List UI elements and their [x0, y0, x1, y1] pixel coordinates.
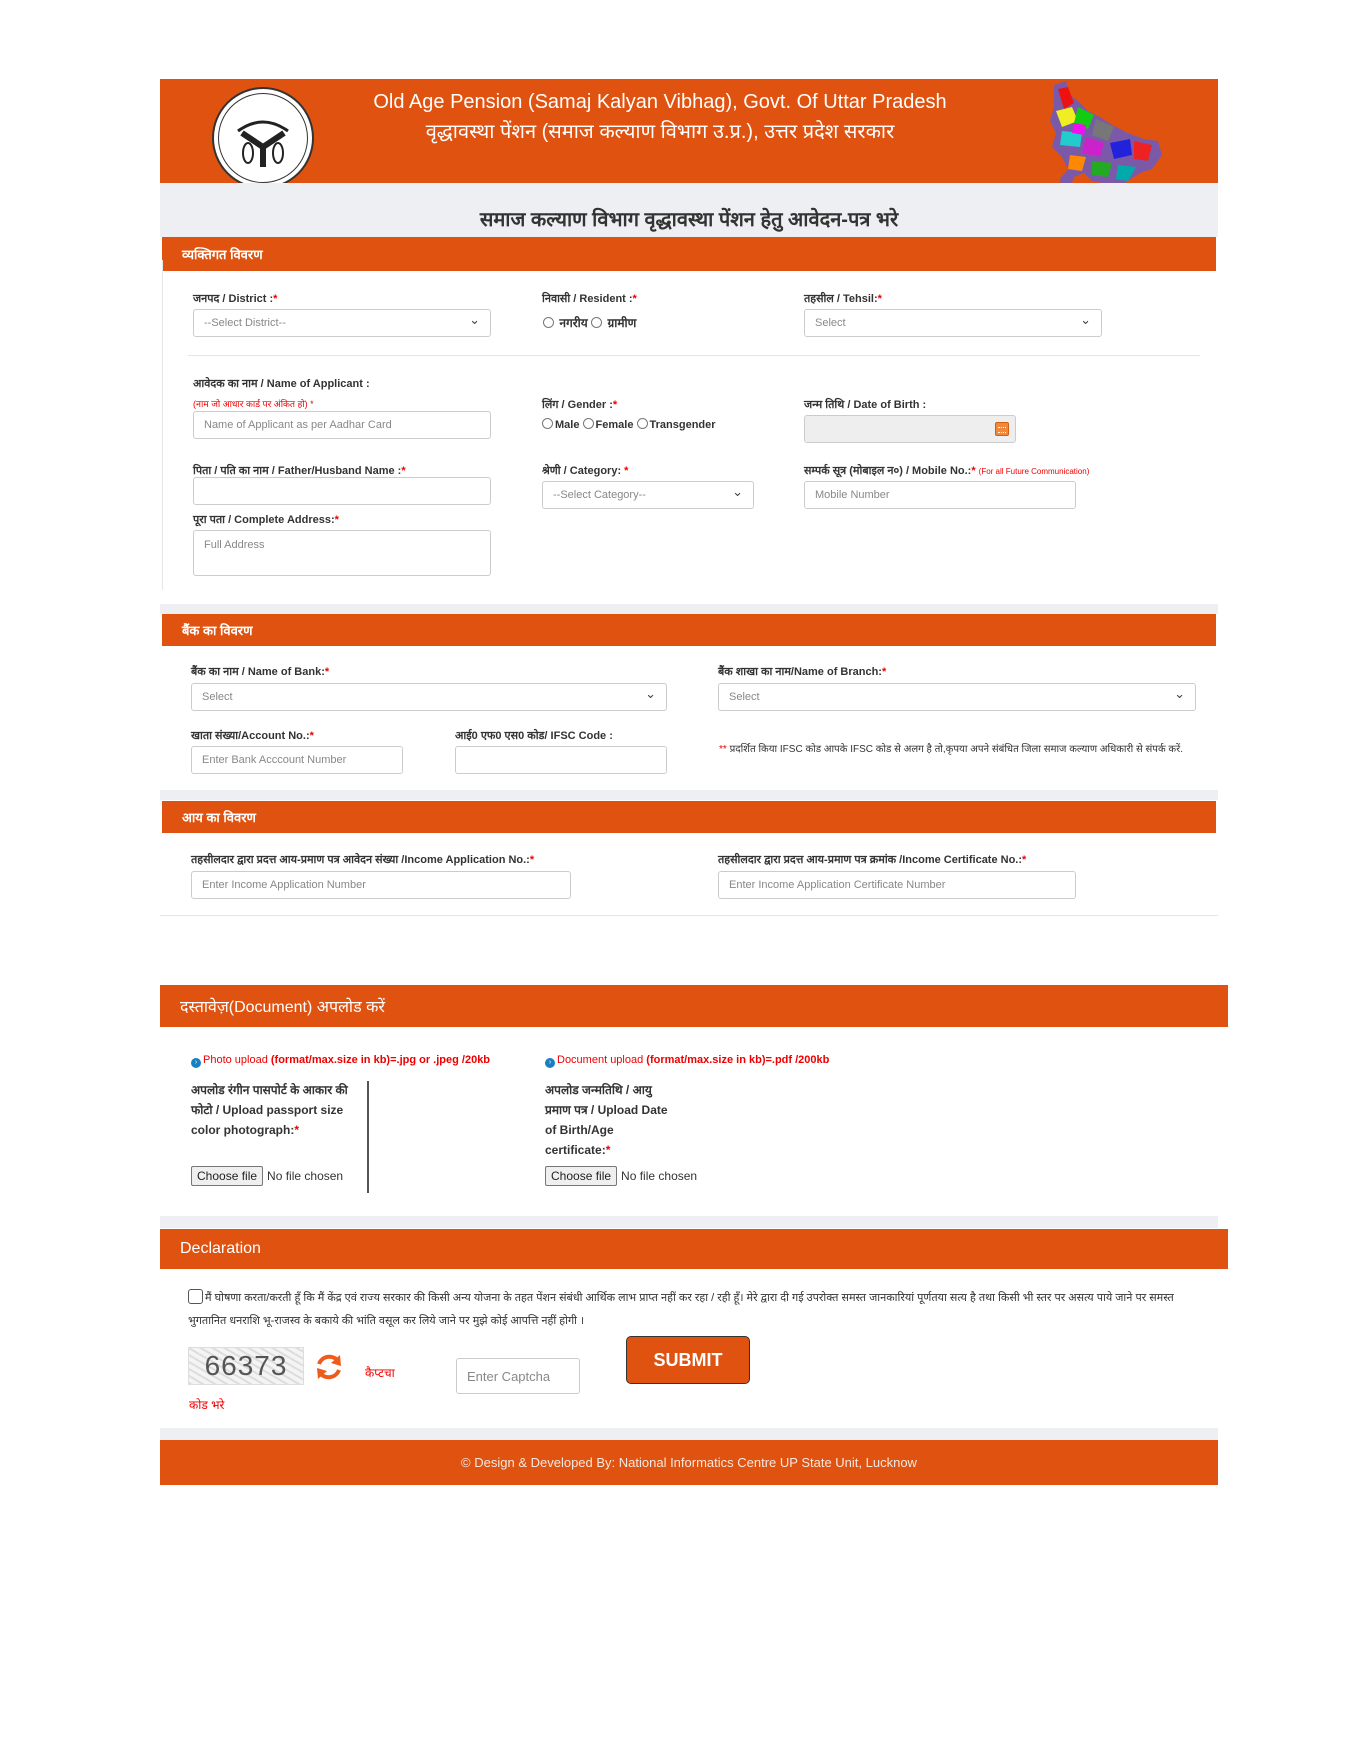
submit-button[interactable]: SUBMIT: [626, 1336, 750, 1384]
site-title-hi: वृद्धावस्था पेंशन (समाज कल्याण विभाग उ.प्र.), उत्तर प्रदेश सरकार: [425, 121, 895, 143]
photo-choose-file-button[interactable]: Choose file: [191, 1166, 263, 1186]
bank-name-select[interactable]: Select ⌄: [191, 683, 667, 711]
address-label: पूरा पता / Complete Address:*: [193, 514, 339, 526]
branch-label: बैंक शाखा का नाम/Name of Branch:*: [718, 666, 887, 678]
refresh-captcha-icon[interactable]: [314, 1352, 344, 1382]
section-bank-header: [162, 614, 1216, 646]
dob-label: जन्म तिथि / Date of Birth :: [804, 399, 927, 411]
income-application-input[interactable]: Enter Income Application Number: [191, 871, 571, 899]
section-gap: [160, 1216, 1218, 1228]
photo-file-status: No file chosen: [267, 1169, 344, 1183]
section-title: बैंक का विवरण: [182, 623, 253, 638]
gender-label: लिंग / Gender :*: [542, 399, 618, 411]
dob-upload-label: अपलोड जन्मतिथि / आयु प्रमाण पत्र / Upload Date of Birth/Age certificate:*: [545, 1083, 668, 1157]
info-icon: ›: [191, 1058, 201, 1068]
calendar-icon[interactable]: [995, 422, 1009, 436]
section-title: व्यक्तिगत विवरण: [182, 247, 263, 262]
gender-radio-male[interactable]: Male: [542, 419, 579, 431]
section-documents-header: [160, 985, 1228, 1027]
tehsil-select[interactable]: Select ⌄: [804, 309, 1102, 337]
account-label: खाता संख्या/Account No.:*: [191, 730, 314, 742]
income-application-label: तहसीलदार द्वारा प्रदत्त आय-प्रमाण पत्र आवेदन संख्या /Income Application No.:*: [191, 854, 535, 866]
ifsc-label: आई0 एफ0 एस0 कोड/ IFSC Code :: [455, 730, 613, 742]
info-icon: ›: [545, 1058, 555, 1068]
district-label: जनपद / District :*: [193, 293, 278, 305]
up-district-map-icon: [1048, 77, 1168, 199]
ifsc-note: ** प्रदर्शित किया IFSC कोड आपके IFSC कोड से अलग है तो,कृपया अपने संबंधित जिला समाज कल्याण अधिकारी से संपर्क करें.: [719, 744, 1183, 755]
category-select[interactable]: --Select Category-- ⌄: [542, 481, 754, 509]
section-income-header: [162, 801, 1216, 833]
resident-radio-rural[interactable]: ग्रामीण: [591, 316, 636, 330]
mobile-label: सम्पर्क सूत्र (मोबाइल न०) / Mobile No.:* (For all Future Communication): [804, 465, 1090, 477]
declaration-checkbox[interactable]: [188, 1289, 203, 1304]
captcha-input[interactable]: Enter Captcha: [456, 1358, 580, 1394]
photo-upload-label: अपलोड रंगीन पासपोर्ट के आकार की फोटो / Upload passport size color photograph:*: [191, 1083, 348, 1137]
site-title: [360, 87, 960, 147]
father-name-input[interactable]: [193, 477, 491, 505]
declaration-text: मैं घोषणा करता/करती हूँ कि मैं केंद्र एवं राज्य सरकार की किसी अन्य योजना के तहत पेंशन संबंधी आर्थिक लाभ प्राप्त नहीं कर रहा / रही हूँ। मेरे द्वारा दी गई उपरोक्त समस्त जानकारियां पूर्णतया सत्य है तथा किसी भी स्तर पर असत्य पाये जाने पर समस्त भुगतानित धनराशि भू-राजस्व के बकाये की भांति वसूल कर लिये जाने पर मुझे कोई आपत्ति नहीं होगी ।: [188, 1287, 1188, 1333]
photo-upload-note: › Photo upload (format/max.size in kb)=.jpg or .jpeg /20kb: [191, 1054, 490, 1068]
resident-radio-group: [543, 314, 636, 331]
page-title: समाज कल्याण विभाग वृद्धावस्था पेंशन हेतु आवेदन-पत्र भरे: [479, 209, 899, 231]
divider: [160, 915, 1218, 916]
gender-radio-group: [542, 418, 716, 431]
photo-file-input[interactable]: [191, 1166, 343, 1186]
district-select[interactable]: --Select District-- ⌄: [193, 309, 491, 337]
ifsc-input[interactable]: [455, 746, 667, 774]
divider: [188, 355, 1200, 356]
address-textarea[interactable]: Full Address: [193, 530, 491, 576]
section-title: दस्तावेज़(Document) अपलोड करें: [180, 999, 385, 1016]
father-name-label: पिता / पति का नाम / Father/Husband Name :*: [193, 465, 406, 477]
account-number-input[interactable]: Enter Bank Acccount Number: [191, 746, 403, 774]
dob-file-input[interactable]: [545, 1166, 697, 1186]
gender-radio-female[interactable]: Female: [583, 419, 634, 431]
captcha-hint: कोड भरे: [189, 1398, 225, 1412]
page-title-bar: [160, 183, 1218, 237]
dob-input[interactable]: [804, 415, 1016, 443]
category-label: श्रेणी / Category: *: [542, 465, 629, 477]
tehsil-label: तहसील / Tehsil:*: [804, 293, 882, 305]
resident-label: निवासी / Resident :*: [542, 293, 637, 305]
section-border: [162, 260, 163, 590]
section-title: Declaration: [180, 1240, 261, 1257]
section-gap: [160, 604, 1218, 614]
site-title-en: Old Age Pension (Samaj Kalyan Vibhag), Govt. Of Uttar Pradesh: [373, 91, 947, 113]
dob-choose-file-button[interactable]: Choose file: [545, 1166, 617, 1186]
dob-upload-note: › Document upload (format/max.size in kb)=.pdf /200kb: [545, 1054, 829, 1068]
section-personal-header: [162, 237, 1216, 271]
income-certificate-input[interactable]: Enter Income Application Certificate Number: [718, 871, 1076, 899]
section-title: आय का विवरण: [182, 810, 256, 825]
upload-divider: [367, 1081, 369, 1193]
resident-radio-urban[interactable]: नगरीय: [543, 316, 588, 330]
section-declaration-header: [160, 1229, 1228, 1269]
mobile-input[interactable]: Mobile Number: [804, 481, 1076, 509]
footer-text: © Design & Developed By: National Informatics Centre UP State Unit, Lucknow: [461, 1455, 917, 1470]
applicant-label: आवेदक का नाम / Name of Applicant :: [193, 378, 370, 390]
income-certificate-label: तहसीलदार द्वारा प्रदत्त आय-प्रमाण पत्र क्रमांक /Income Certificate No.:*: [718, 854, 1027, 866]
up-govt-emblem-icon: [212, 87, 314, 189]
branch-select[interactable]: Select ⌄: [718, 683, 1196, 711]
section-gap: [160, 790, 1218, 800]
captcha-image: 66373: [188, 1347, 304, 1385]
applicant-note: (नाम जो आधार कार्ड पर अंकित हो) *: [193, 399, 314, 409]
applicant-name-input[interactable]: Name of Applicant as per Aadhar Card: [193, 411, 491, 439]
footer: [160, 1440, 1218, 1485]
captcha-label: कैप्टचा: [365, 1366, 395, 1380]
bank-name-label: बैंक का नाम / Name of Bank:*: [191, 666, 330, 678]
dob-file-status: No file chosen: [621, 1169, 698, 1183]
gender-radio-transgender[interactable]: Transgender: [637, 419, 716, 431]
site-header: [160, 79, 1218, 183]
section-gap: [160, 1428, 1218, 1440]
